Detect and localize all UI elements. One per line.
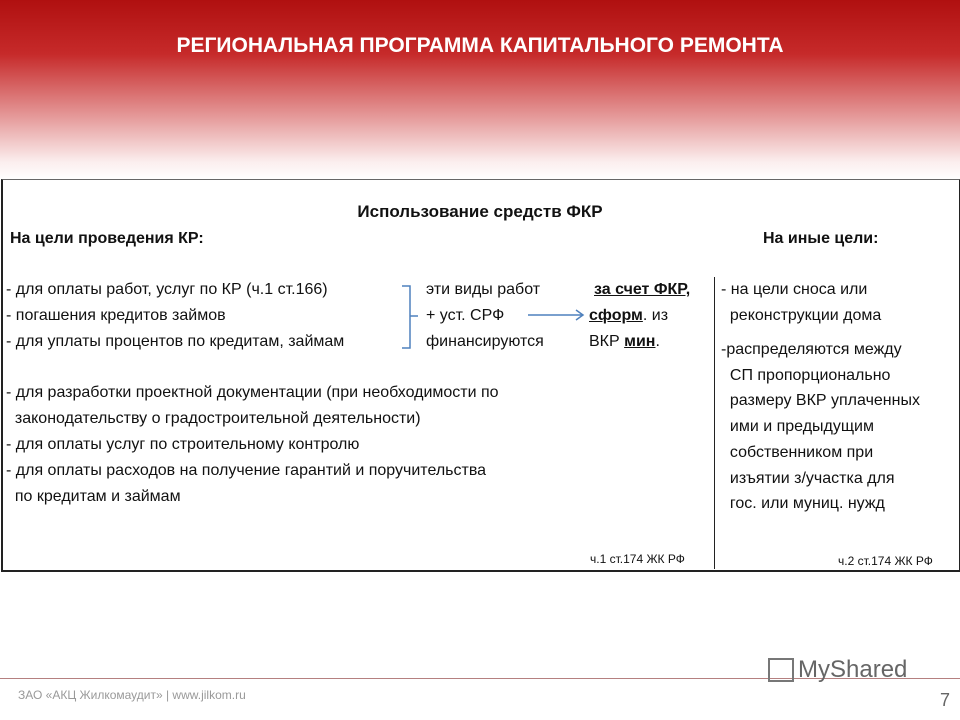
logo-text: MyShared <box>798 656 908 683</box>
min-text: мин <box>624 333 656 350</box>
law-reference-2: ч.2 ст.174 ЖК РФ <box>838 554 933 568</box>
list-item: - для оплаты услуг по строительному контролю <box>6 436 360 453</box>
left-heading: На цели проведения КР: <box>10 230 204 247</box>
footer-text: ЗАО «АКЦ Жилкомаудит» | www.jilkom.ru <box>18 688 246 702</box>
list-item: - для оплаты расходов на получение гарантий и поручительства <box>6 462 487 479</box>
vkr-text: ВКР <box>589 333 625 350</box>
right-item: -распределяются между <box>721 341 902 358</box>
slide-title: РЕГИОНАЛЬНАЯ ПРОГРАММА КАПИТАЛЬНОГО РЕМОНТА <box>176 34 784 57</box>
section-heading: Использование средств ФКР <box>357 202 603 221</box>
page-number: 7 <box>940 690 951 710</box>
right-item: размеру ВКР уплаченных <box>721 392 920 409</box>
presentation-icon <box>768 658 794 682</box>
dot-text: . <box>655 333 660 350</box>
mid-text: эти виды работ <box>426 281 541 298</box>
right-item: реконструкции дома <box>721 307 882 324</box>
list-item: - для оплаты работ, услуг по КР (ч.1 ст.166) <box>6 281 328 298</box>
list-item: по кредитам и займам <box>6 488 181 505</box>
from-text: . из <box>642 307 669 324</box>
arrow-icon <box>528 308 586 322</box>
right-item: собственником при <box>721 444 874 461</box>
right-item: - на цели сноса или <box>721 281 868 298</box>
formed-text: сформ <box>589 307 643 324</box>
right-item: СП пропорционально <box>721 367 891 384</box>
law-reference-1: ч.1 ст.174 ЖК РФ <box>590 552 685 566</box>
funding-source: за счет ФКР, <box>594 281 691 298</box>
list-item: - погашения кредитов займов <box>6 307 226 324</box>
list-item: законодательству о градостроительной деятельности) <box>6 410 421 427</box>
right-item: ими и предыдущим <box>721 418 874 435</box>
mid-text: финансируются <box>426 333 544 350</box>
list-item: - для разработки проектной документации (при необходимости по <box>6 384 499 401</box>
right-item: гос. или муниц. нужд <box>721 495 885 512</box>
column-divider <box>714 277 715 569</box>
list-item: - для уплаты процентов по кредитам, займам <box>6 333 345 350</box>
watermark-logo <box>768 656 907 684</box>
brace-icon <box>400 282 424 354</box>
right-heading: На иные цели: <box>763 230 879 247</box>
mid-text: + уст. СРФ <box>426 307 505 324</box>
header-band <box>0 0 960 180</box>
right-item: изъятии з/участка для <box>721 470 895 487</box>
